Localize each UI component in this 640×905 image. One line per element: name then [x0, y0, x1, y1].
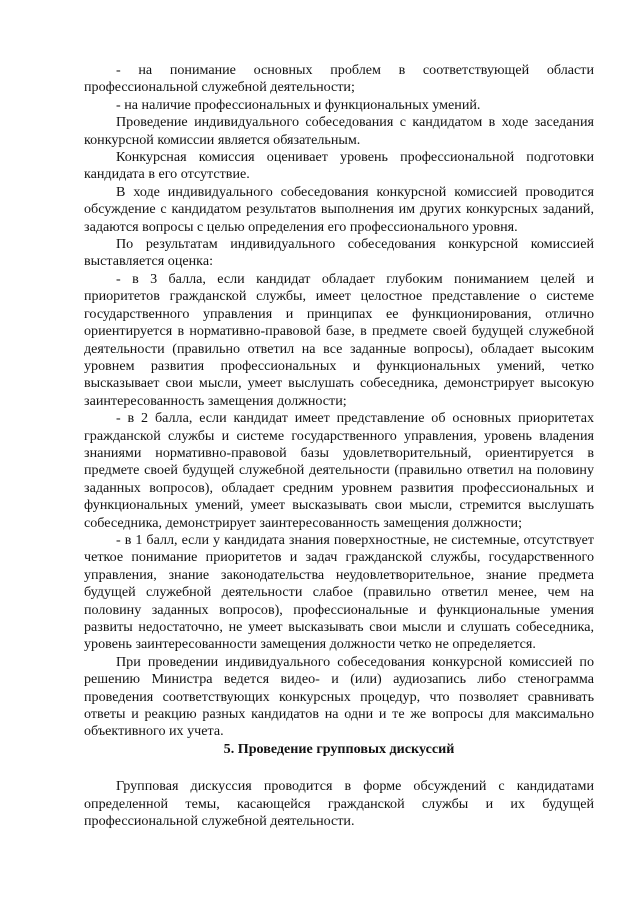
paragraph-rating-intro: По результатам индивидуального собеседования конкурсной комиссией выставляется оценка:: [84, 236, 594, 270]
section-heading: 5. Проведение групповых дискуссий: [223, 740, 455, 757]
paragraph-criterion-skills: - на наличие профессиональных и функциональных умений.: [116, 96, 481, 113]
paragraph-rating-3-points: - в 3 балла, если кандидат обладает глубоким пониманием целей и приоритетов гражданской службы, имеет целостное представление о системе государственного управления и принципах ее функционирования, отлично ориентируется в нормативно-правовой базе, в предмете своей будущей служебной деятельности (правильно ответил на все заданные вопросы), обладает высоким уровнем развития профессиональных и функциональных умений, четко высказывает свои мысли, умеет выслушать собеседника, демонстрирует высокую заинтересованность замещения должности;: [84, 270, 594, 409]
paragraph-criterion-problems: - на понимание основных проблем в соответствующей области профессиональной служебной деятельности;: [84, 62, 594, 96]
paragraph-recording: При проведении индивидуального собеседования конкурсной комиссией по решению Министра ведется видео- и (или) аудиозапись либо стенограмма проведения соответствующих конкурсных процедур, что позволяет сравнивать ответы и реакцию разных кандидатов на одни и те же вопросы для максимально объективного их учета.: [84, 653, 594, 740]
section-gap: [84, 758, 594, 778]
paragraph-commission-evaluates: Конкурсная комиссия оценивает уровень профессиональной подготовки кандидата в его отсутствие.: [84, 149, 594, 183]
paragraph-interview-mandatory: Проведение индивидуального собеседования с кандидатом в ходе заседания конкурсной комиссии является обязательным.: [84, 114, 594, 148]
document-page: [84, 62, 594, 830]
paragraph-rating-2-points: - в 2 балла, если кандидат имеет представление об основных приоритетах гражданской службы и системе государственного управления, уровень владения знаниями нормативно-правовой базы удовлетворительный, ориентируется в предмете своей будущей служебной деятельности (правильно ответил на половину заданных вопросов), обладает средним уровнем развития профессиональных и функциональных умений, умеет высказывать свои мысли, стремится выслушать собеседника, демонстрирует заинтересованность замещения должности;: [84, 410, 594, 531]
paragraph-interview-discussion: В ходе индивидуального собеседования конкурсной комиссией проводится обсуждение с кандидатом результатов выполнения им других конкурсных заданий, задаются вопросы с целью определения его профессионального уровня.: [84, 183, 594, 235]
paragraph-group-discussion: Групповая дискуссия проводится в форме обсуждений с кандидатами определенной темы, касающейся гражданской службы и их будущей профессиональной служебной деятельности.: [84, 778, 594, 830]
paragraph-rating-1-point: - в 1 балл, если у кандидата знания поверхностные, не системные, отсутствует четкое понимание приоритетов и задач гражданской службы, государственного управления, знание законодательства неудовлетворительное, знание предмета будущей служебной деятельности слабое (правильно ответил менее, чем на половину заданных вопросов), профессиональные и функциональные умения развиты недостаточно, не умеет высказывать свои мысли и слушать собеседника, уровень заинтересованности замещения должности четко не определяется.: [84, 531, 594, 653]
